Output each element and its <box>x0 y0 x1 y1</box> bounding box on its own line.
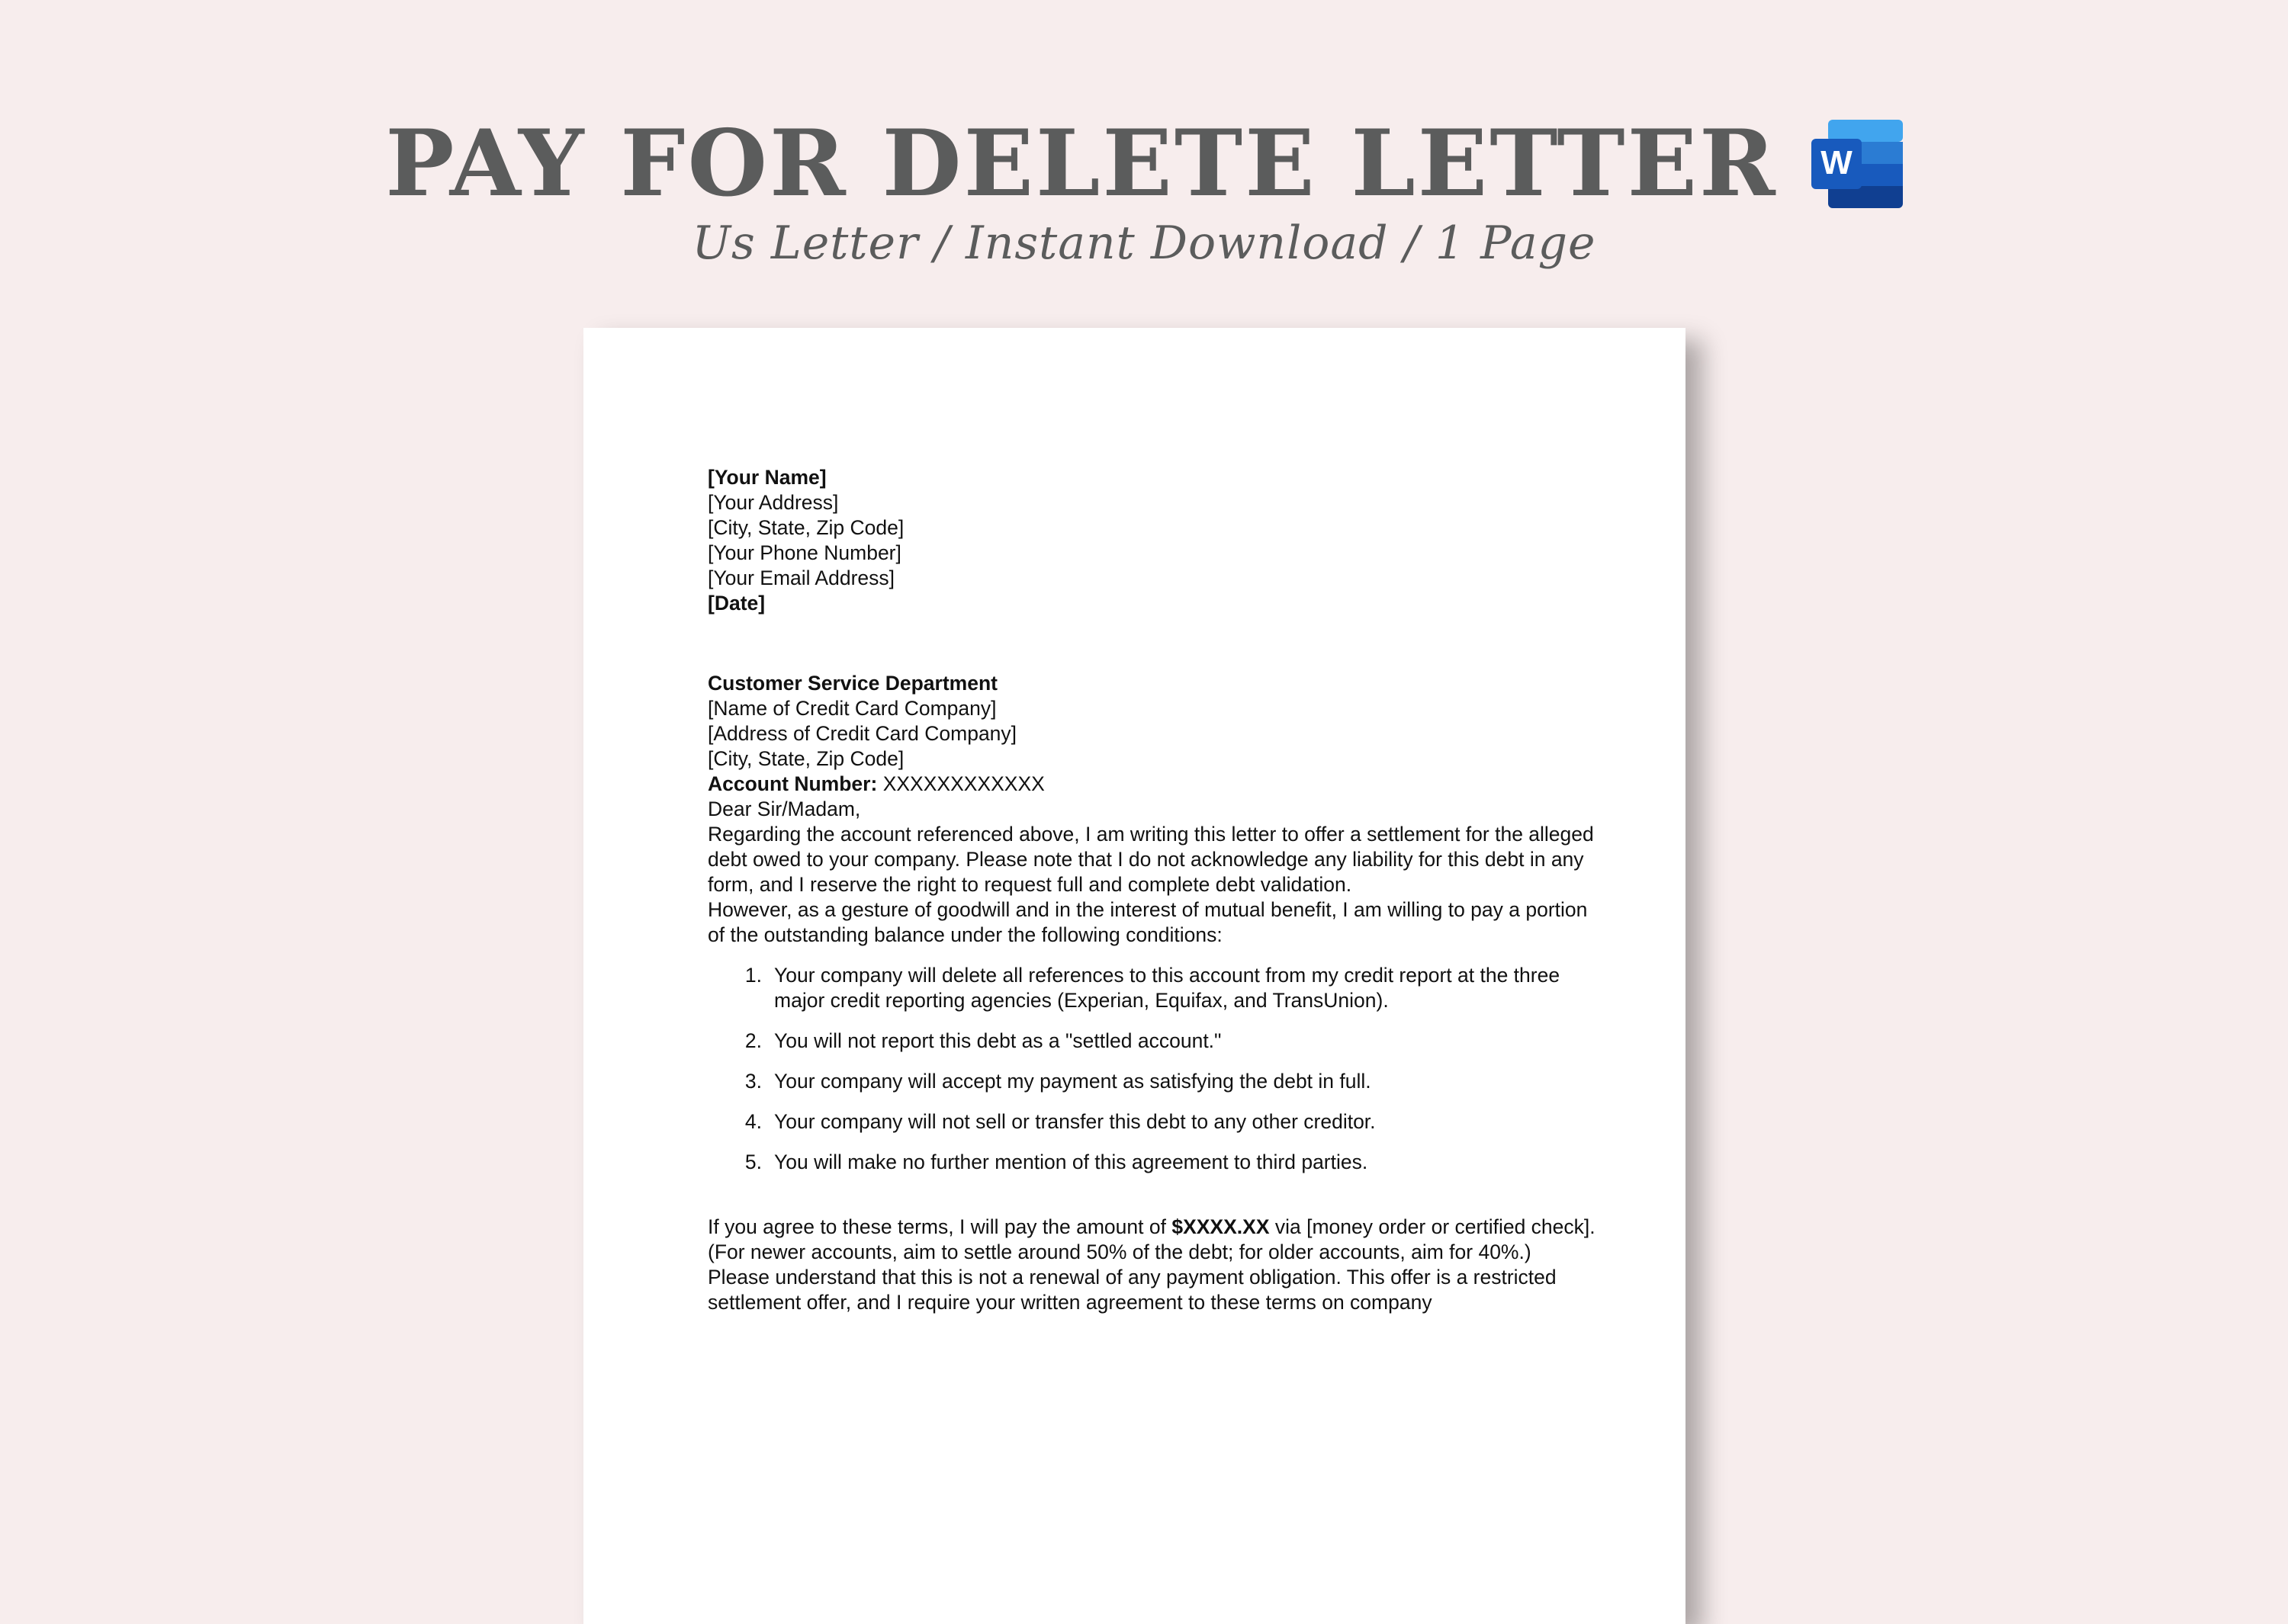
account-number-label: Account Number: <box>708 772 878 795</box>
salutation: Dear Sir/Madam, <box>708 798 861 820</box>
recipient-city: [City, State, Zip Code] <box>708 747 905 770</box>
list-item-text: Your company will not sell or transfer this debt to any other creditor. <box>774 1110 1376 1133</box>
list-item-text: You will make no further mention of this agreement to third parties. <box>774 1151 1368 1173</box>
payment-terms-after: via [money order or certified check]. (For newer accounts, aim to settle around 50% of the debt; for older accounts, aim for 40%.) <box>708 1215 1595 1263</box>
listing-header <box>0 110 2288 270</box>
letter-body <box>708 465 1608 1315</box>
list-item-text: Your company will delete all references to this account from my credit report at the three major credit reporting agencies (Experian, Equifax, and TransUnion). <box>774 964 1560 1012</box>
list-item-number: 5. <box>744 1151 762 1173</box>
list-item-text: You will not report this debt as a "settled account." <box>774 1029 1222 1052</box>
page-title: PAY FOR DELETE LETTER <box>385 110 1778 217</box>
recipient-address: [Address of Credit Card Company] <box>708 722 1017 745</box>
list-item <box>708 1109 1608 1135</box>
sender-email: [Your Email Address] <box>708 566 895 589</box>
payment-terms-before: If you agree to these terms, I will pay the amount of <box>708 1215 1172 1238</box>
sender-name: [Your Name] <box>708 466 827 489</box>
sender-phone: [Your Phone Number] <box>708 541 901 564</box>
recipient-block <box>708 671 1608 772</box>
conditions-list <box>708 963 1608 1175</box>
recipient-company: [Name of Credit Card Company] <box>708 697 997 720</box>
list-item <box>708 1029 1608 1054</box>
list-item-number: 4. <box>744 1110 762 1133</box>
list-item <box>708 963 1608 1013</box>
list-item-number: 3. <box>744 1070 762 1093</box>
sender-city: [City, State, Zip Code] <box>708 516 905 539</box>
sender-block <box>708 465 1608 591</box>
microsoft-word-icon <box>1811 120 1903 208</box>
recipient-department: Customer Service Department <box>708 672 998 695</box>
sender-address: [Your Address] <box>708 491 839 514</box>
paragraph-settlement-offer: Regarding the account referenced above, I am writing this letter to offer a settlement for the alleged debt owed to your company. Please note that I do not acknowledge any liability for this debt in any form, and I reserve the right to request full and complete debt validation. <box>708 823 1594 896</box>
account-number-line <box>708 772 1608 797</box>
title-row <box>0 110 2288 217</box>
list-item-number: 1. <box>744 964 762 987</box>
account-number-value: XXXXXXXXXXXX <box>877 772 1045 795</box>
payment-amount: $XXXX.XX <box>1171 1215 1270 1238</box>
paragraph-restricted-offer: Please understand that this is not a renewal of any payment obligation. This offer is a restricted settlement offer, and I require your written agreement to these terms on company <box>708 1266 1557 1314</box>
paragraph-conditions-intro: However, as a gesture of goodwill and in the interest of mutual benefit, I am willing to pay a portion of the outstanding balance under the following conditions: <box>708 898 1588 946</box>
paragraph-payment-terms <box>708 1215 1608 1265</box>
list-item-number: 2. <box>744 1029 762 1052</box>
letter-document-page <box>583 328 1685 1624</box>
list-item-text: Your company will accept my payment as satisfying the debt in full. <box>774 1070 1371 1093</box>
list-item <box>708 1069 1608 1094</box>
word-icon-letter: W <box>1820 144 1853 181</box>
page-subtitle: Us Letter / Instant Download / 1 Page <box>692 217 1596 270</box>
letter-date: [Date] <box>708 592 766 615</box>
list-item <box>708 1150 1608 1175</box>
